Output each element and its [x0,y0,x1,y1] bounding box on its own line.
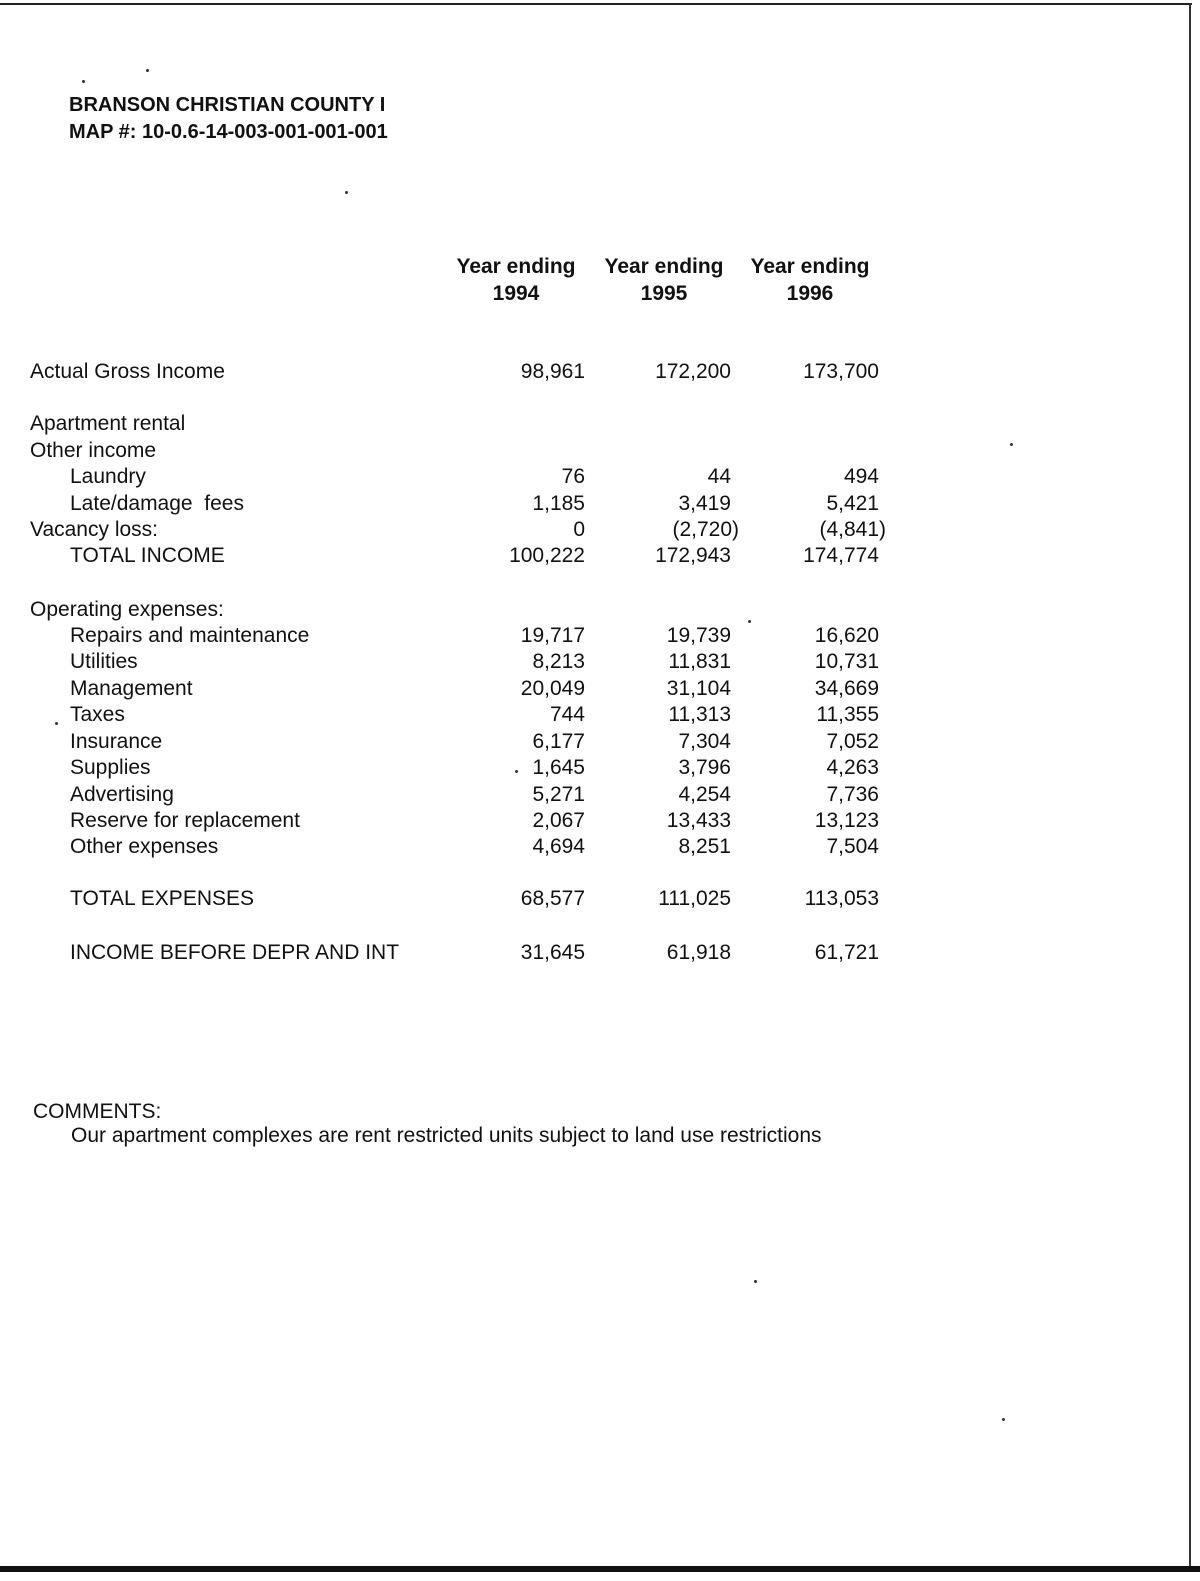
column-header-label: Year ending [456,255,576,278]
value-1995: 172,943 [655,544,731,567]
value-1995: 3,796 [678,756,731,779]
value-1996: 174,774 [803,544,879,567]
row-late-damage-fees [0,491,1000,517]
value-1995: 19,739 [666,624,731,647]
row-repairs-and-maintenance [0,623,1000,649]
row-label: Apartment rental [30,412,186,435]
row-management [0,676,1000,702]
row-label: Vacancy loss: [30,518,158,541]
row-label: Late/damage fees [70,492,244,515]
value-1996: 4,263 [826,756,879,779]
value-1994: 0 [573,518,585,541]
value-1996: 5,421 [826,492,879,515]
row-reserve-for-replacement [0,808,1000,834]
scan-speck [82,80,85,83]
value-1996: 11,355 [816,703,879,726]
value-1994: 20,049 [520,677,585,700]
row-label: Repairs and maintenance [70,624,310,647]
value-1995: 61,918 [666,941,731,964]
row-label: Advertising [70,783,174,806]
value-1995: 111,025 [658,887,731,910]
value-1996: 113,053 [804,887,879,910]
header-map-number: MAP #: 10-0.6-14-003-001-001-001 [69,121,388,143]
value-1995: 7,304 [678,730,731,753]
value-1994: 31,645 [520,941,585,964]
row-label: Other expenses [70,835,219,858]
value-1994: 98,961 [520,360,585,383]
header-title: BRANSON CHRISTIAN COUNTY I [69,94,386,116]
value-1995: 11,313 [668,703,731,726]
row-apartment-rental [0,411,1000,437]
document-header [69,92,388,146]
row-label: Utilities [70,650,138,673]
value-1994: 6,177 [532,730,585,753]
top-border-line [0,3,1192,5]
value-1994: 1,185 [532,492,585,515]
scan-speck [1010,443,1013,446]
row-other-income [0,438,1000,464]
row-laundry [0,464,1000,490]
value-1995: 13,433 [666,809,731,832]
row-label: Taxes [70,703,125,726]
value-1995: 31,104 [666,677,731,700]
row-label: Management [70,677,193,700]
column-header-year: 1995 [640,282,688,305]
value-1995: 44 [707,465,731,488]
value-1996: 16,620 [814,624,879,647]
row-total-income [0,543,1000,569]
value-1996: 7,052 [826,730,879,753]
row-other-expenses [0,834,1000,860]
row-total-expenses [0,886,1000,912]
value-1996: 7,736 [826,783,879,806]
value-1996: 173,700 [803,360,879,383]
value-1994: 76 [561,465,585,488]
row-label: Laundry [70,465,146,488]
value-1994: 2,067 [532,809,585,832]
value-1994: 744 [549,703,585,726]
scan-speck [1002,1418,1005,1421]
row-advertising [0,782,1000,808]
row-label: TOTAL EXPENSES [70,887,255,910]
scan-speck [345,191,348,194]
value-1996: 34,669 [814,677,879,700]
value-1996: 7,504 [826,835,879,858]
row-income-before-depr-and-int [0,940,1000,966]
scan-speck [754,1280,757,1283]
row-operating-expenses [0,597,1000,623]
comments-heading: COMMENTS: [33,1100,162,1123]
value-1996: (4,841) [819,518,886,541]
row-vacancy-loss [0,517,1000,543]
value-1994: 8,213 [532,650,585,673]
column-header-label: Year ending [750,255,870,278]
column-header-1995 [589,253,739,307]
value-1994: 68,577 [520,887,585,910]
row-insurance [0,729,1000,755]
value-1994: 100,222 [509,544,585,567]
value-1994: 1,645 [532,756,585,779]
value-1995: 8,251 [678,835,731,858]
value-1995: 3,419 [678,492,731,515]
row-actual-gross-income [0,359,1000,385]
value-1994: 4,694 [532,835,585,858]
value-1996: 13,123 [814,809,879,832]
value-1995: 11,831 [668,650,731,673]
value-1996: 61,721 [814,941,879,964]
column-header-1996 [735,253,885,307]
row-label: Reserve for replacement [70,809,300,832]
column-header-label: Year ending [604,255,724,278]
value-1995: 172,200 [655,360,731,383]
row-label: TOTAL INCOME [70,544,225,567]
right-border-line [1189,3,1191,1568]
value-1995: (2,720) [672,518,739,541]
row-label: Actual Gross Income [30,360,225,383]
value-1994: 19,717 [520,624,585,647]
row-label: Operating expenses: [30,598,224,621]
row-utilities [0,649,1000,675]
row-supplies [0,755,1000,781]
column-header-1994 [441,253,591,307]
scan-speck [146,69,149,72]
column-header-year: 1994 [492,282,540,305]
value-1995: 4,254 [678,783,731,806]
value-1996: 494 [843,465,879,488]
value-1994: 5,271 [532,783,585,806]
bottom-border-line [0,1566,1200,1572]
row-label: Supplies [70,756,151,779]
column-header-year: 1996 [786,282,834,305]
row-label: Insurance [70,730,163,753]
value-1996: 10,731 [814,650,879,673]
row-taxes [0,702,1000,728]
comments-text: Our apartment complexes are rent restricted units subject to land use restrictions [71,1124,822,1147]
row-label: Other income [30,439,157,462]
row-label: INCOME BEFORE DEPR AND INT [70,941,400,964]
